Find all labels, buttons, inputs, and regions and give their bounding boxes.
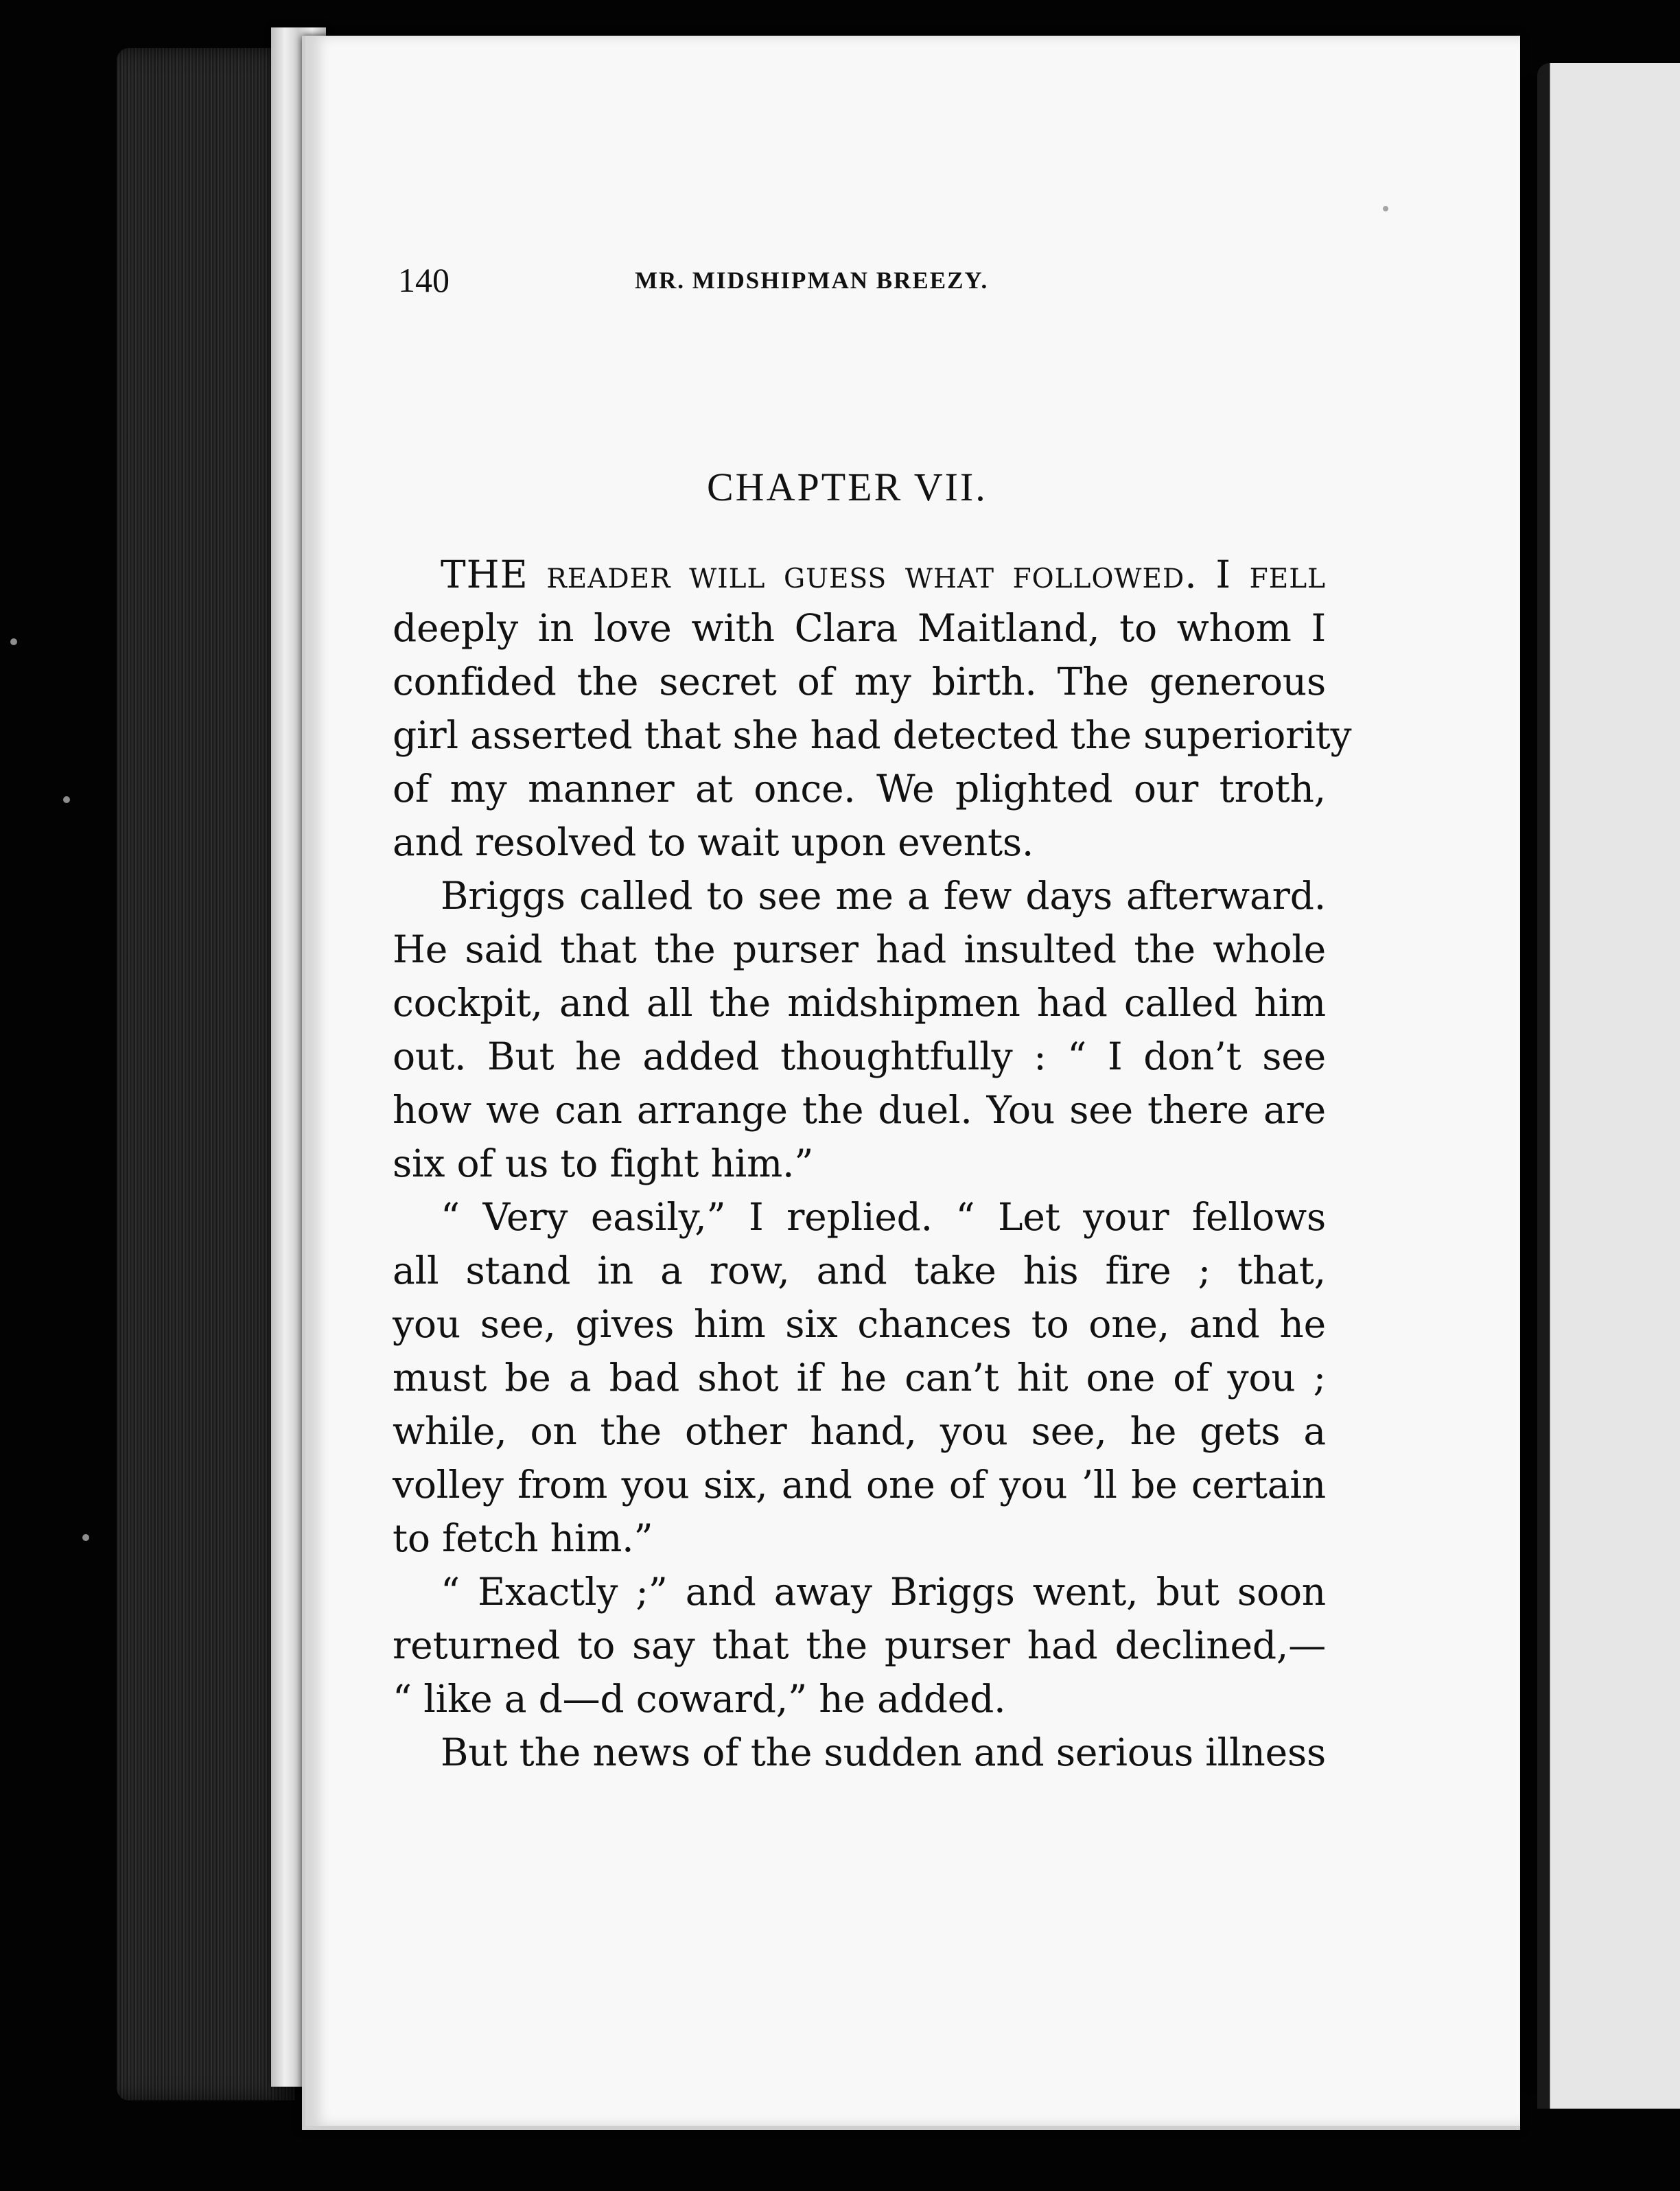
text-line-13: “ Very easily,” I replied. “ Let your fellows [441,1195,1326,1239]
text-line-12: six of us to fight him.” [393,1141,814,1185]
text-line-20: “ Exactly ;” and away Briggs went, but soon [441,1570,1326,1614]
text-line-4: girl asserted that she had detected the superiority [393,713,1352,757]
text-line-22: “ like a d—d coward,” he added. [393,1677,1006,1721]
text-line-3: confided the secret of my birth. The generous [393,660,1326,704]
left-margin-speck [82,1534,89,1541]
text-line-19: to fetch him.” [393,1516,653,1560]
left-margin-speck [63,796,70,803]
text-line-16: must be a bad shot if he can’t hit one of you ; [393,1356,1326,1400]
right-page-edge [1537,63,1680,2109]
page-speck [1383,206,1388,211]
text-line-7: Briggs called to see me a few days afterward. [441,874,1326,918]
text-line-14: all stand in a row, and take his fire ; that, [393,1249,1326,1292]
text-line-1 [393,548,1326,601]
text-line-17: while, on the other hand, you see, he gets a [393,1409,1326,1453]
text-line-15: you see, gives him six chances to one, and he [393,1302,1326,1346]
book-spine-edge [117,48,295,2100]
page-header [398,259,1084,308]
chapter-title: CHAPTER VII. [707,465,988,509]
text-line-2: deeply in love with Clara Maitland, to whom I [393,606,1326,650]
text-line-8: He said that the purser had insulted the whole [393,927,1326,971]
text-line-5: of my manner at once. We plighted our troth, [393,767,1326,811]
text-line-18: volley from you six, and one of you ’ll be certain [393,1463,1326,1507]
text-line-6: and resolved to wait upon events. [393,820,1034,864]
running-title: MR. MIDSHIPMAN BREEZY. [635,267,989,294]
left-margin-speck [10,638,17,645]
text-line-10: out. But he added thoughtfully : “ I don’t see [393,1034,1326,1078]
page-text-block [393,548,1352,1779]
text-line-11: how we can arrange the duel. You see there are [393,1088,1326,1132]
text-line-23: But the news of the sudden and serious illness [441,1730,1326,1774]
line-1-text: THE reader will guess what followed. I fell [441,553,1326,596]
page-number: 140 [398,261,450,299]
text-line-9: cockpit, and all the midshipmen had called him [393,981,1326,1025]
text-line-21: returned to say that the purser had declined,— [393,1623,1326,1667]
